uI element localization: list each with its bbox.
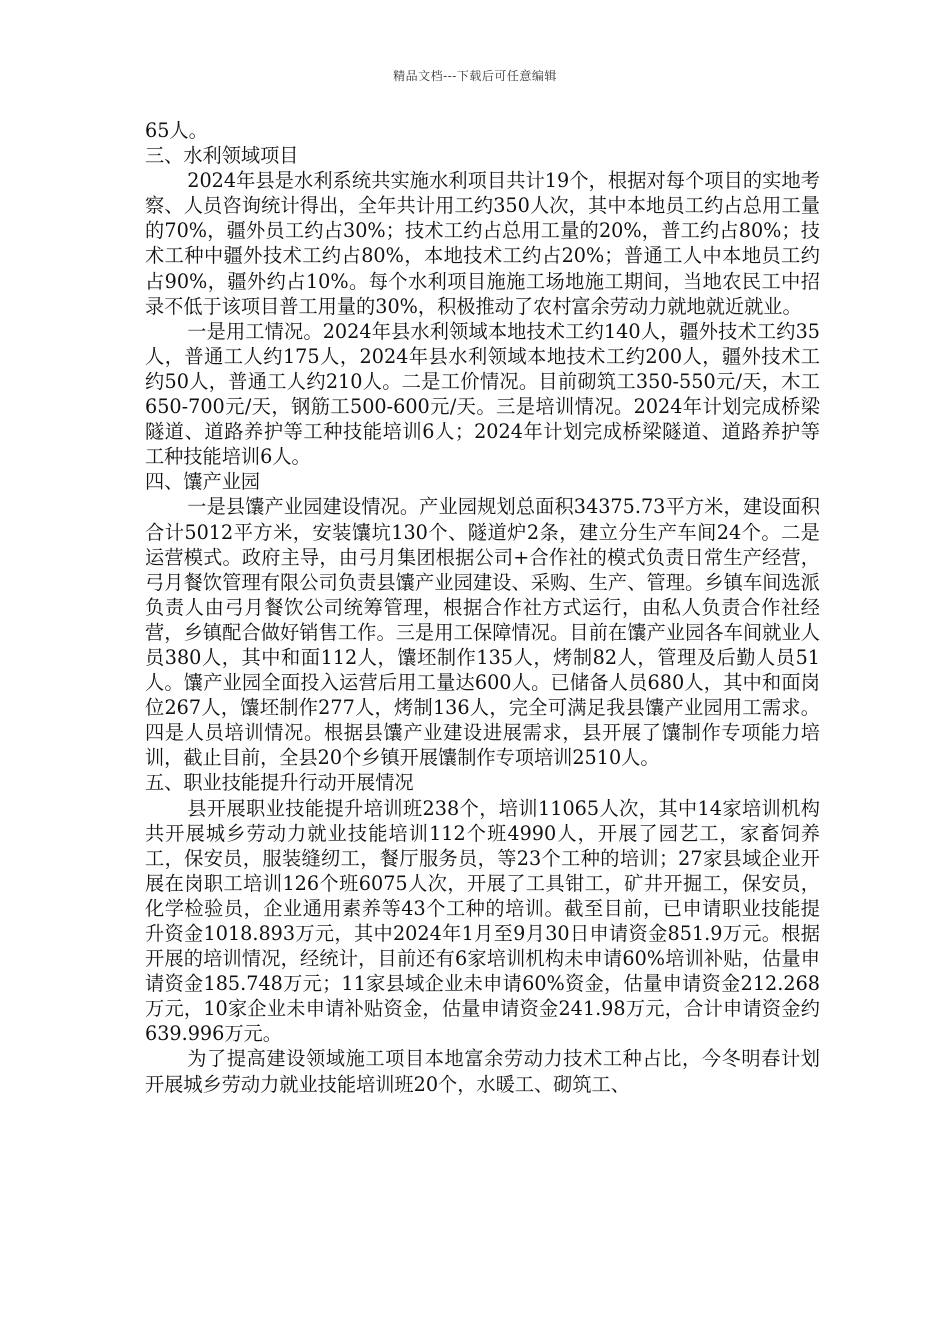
section-heading-naan-park: 四、馕产业园: [145, 470, 261, 494]
paragraph-water-employment: 一是用工情况。2024年县水利领域本地技术工约140人，疆外技术工约35人，普通工人约175人，2024年县水利领域本地技术工约200人，疆外技术工约50人，普通工人约210人。二是工价情况。目前砌筑工350-550元/天，木工650-700元/天，钢筋工500-600元/天。三是培训情况。2024年计划完成桥梁隧道、道路养护等工种技能培训6人；2024年计划完成桥梁隧道、道路养护等工种技能培训6人。: [145, 319, 820, 469]
paragraph-naan-park: 一是县馕产业园建设情况。产业园规划总面积34375.73平方米，建设面积合计5012平方米，安装馕坑130个、隧道炉2条，建立分生产车间24个。二是运营模式。政府主导，由弓月集团根据公司+合作社的模式负责日常生产经营，弓月餐饮管理有限公司负责县馕产业园建设、采购、生产、管理。乡镇车间选派负责人由弓月餐饮公司统筹管理，根据合作社方式运行，由私人负责合作社经营，乡镇配合做好销售工作。三是用工保障情况。目前在馕产业园各车间就业人员380人，其中和面112人，馕坯制作135人，烤制82人，管理及后勤人员51人。馕产业园全面投入运营后用工量达600人。已储备人员680人，其中和面岗位267人，馕坯制作277人，烤制136人，完全可满足我县馕产业园用工需求。四是人员培训情况。根据县馕产业建设进展需求，县开展了馕制作专项能力培训，截止目前，全县20个乡镇开展馕制作专项培训2510人。: [145, 495, 820, 770]
paragraph-winter-plan: 为了提高建设领域施工项目本地富余劳动力技术工种占比，今冬明春计划开展城乡劳动力就业技能培训班20个，水暖工、砌筑工、: [145, 1047, 820, 1096]
section-heading-skills-training: 五、职业技能提升行动开展情况: [145, 771, 414, 795]
section-heading-water-projects: 三、水利领域项目: [145, 144, 299, 168]
page-header: 精品文档---下载后可任意编辑: [393, 69, 557, 83]
paragraph-skills-training: 县开展职业技能提升培训班238个，培训11065人次，其中14家培训机构共开展城乡劳动力就业技能培训112个班4990人，开展了园艺工，家畜饲养工，保安员，服装缝纫工，餐厅服务员，等23个工种的培训；27家县域企业开展在岗职工培训126个班6075人次，开展了工具钳工，矿井开掘工，保安员，化学检验员，企业通用素养等43个工种的培训。截至目前，已申请职业技能提升资金1018.893万元，其中2024年1月至9月30日申请资金851.9万元。根据开展的培训情况，经统计，目前还有6家培训机构未申请60%培训补贴，估量申请资金185.748万元；11家县域企业未申请60%资金，估量申请资金212.268万元，10家企业未申请补贴资金，估量申请资金241.98万元，合计申请资金约639.996万元。: [145, 796, 820, 1046]
document-body: [145, 118, 820, 1097]
paragraph-water-overview: 2024年县是水利系统共实施水利项目共计19个，根据对每个项目的实地考察、人员咨询统计得出，全年共计用工约350人次，其中本地员工约占总用工量的70%，疆外员工约占30%；技术工约占总用工量的20%，普工约占80%；技术工种中疆外技术工约占80%，本地技术工约占20%；普通工人中本地员工约占90%，疆外约占10%。每个水利项目施施工场地施工期间，当地农民工中招录不低于该项目普工用量的30%，积极推动了农村富余劳动力就地就近就业。: [145, 169, 820, 318]
paragraph-continuation: 65人。: [145, 119, 208, 142]
